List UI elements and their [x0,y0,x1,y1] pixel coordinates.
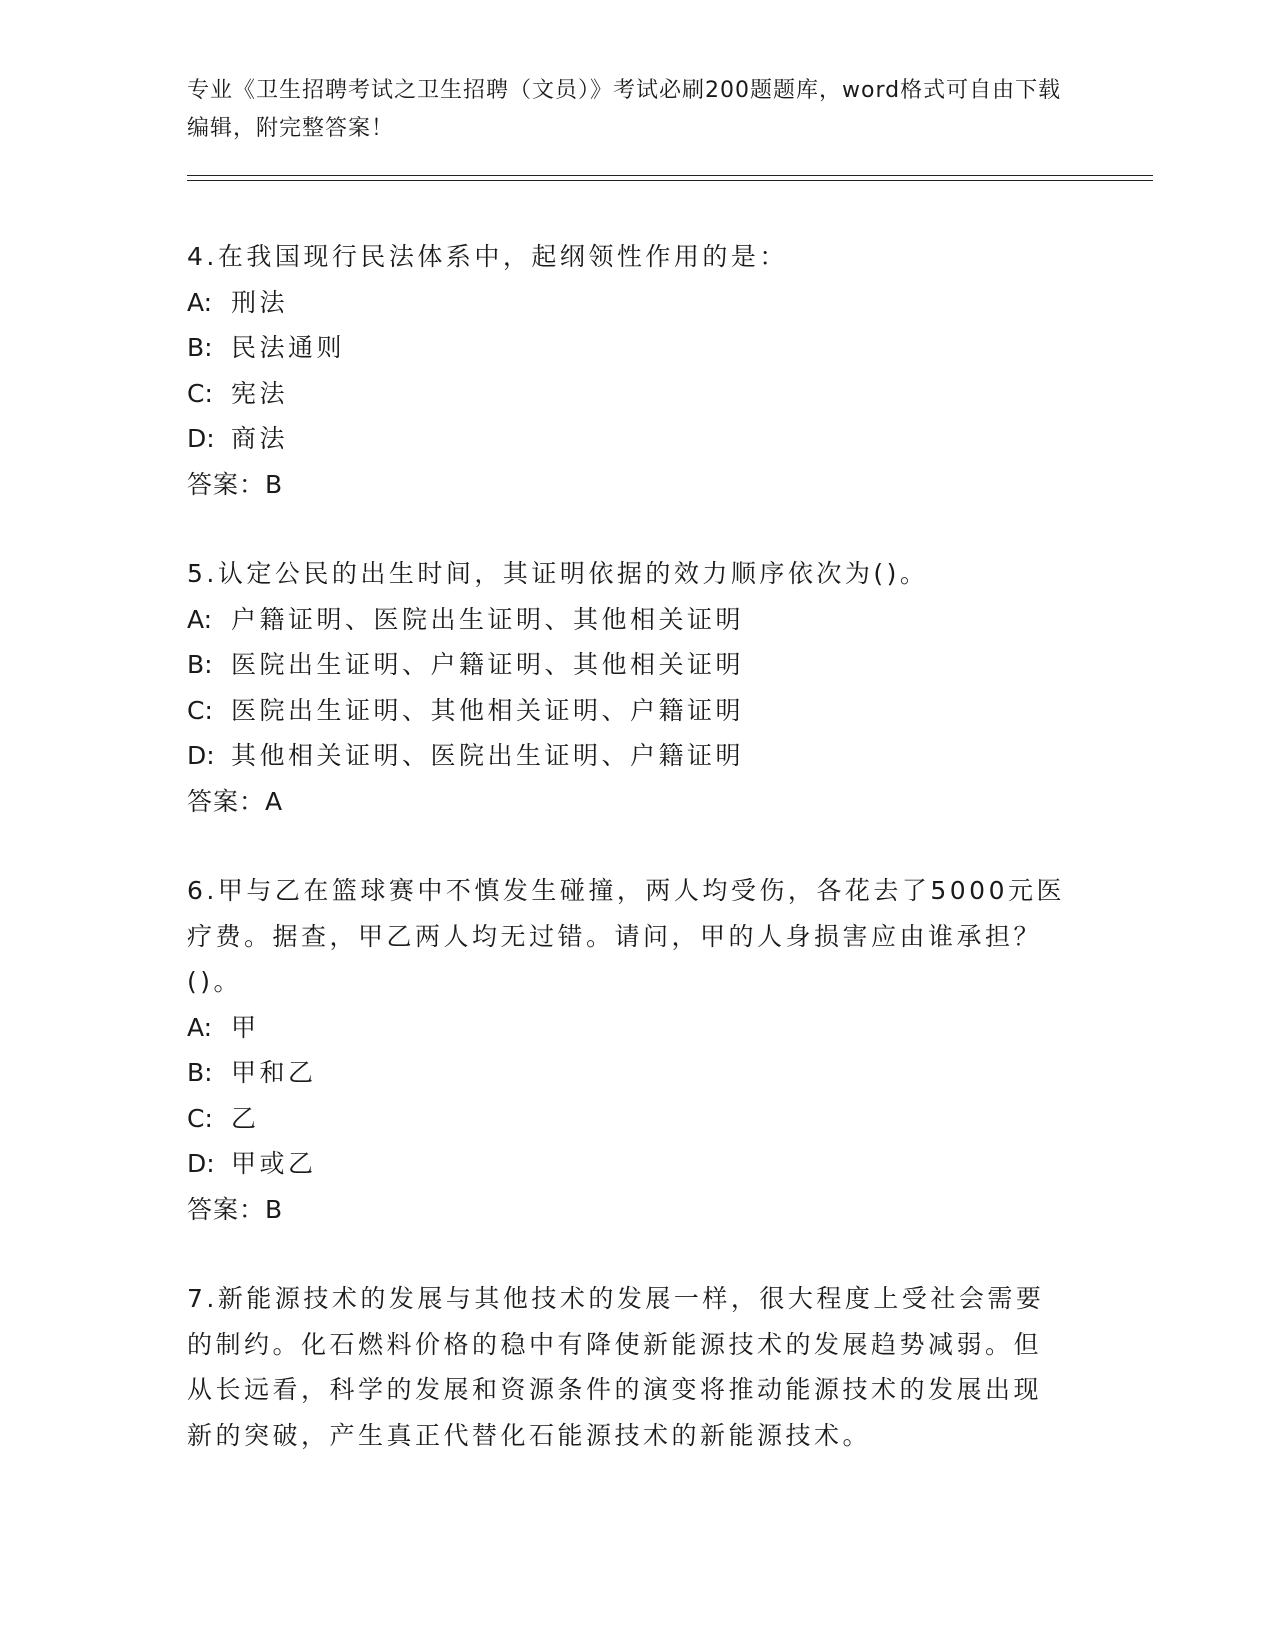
option-text: 甲 [231,1012,260,1042]
question-list [187,234,1067,1502]
option-letter: D: [187,741,215,770]
option-text: 刑法 [231,287,289,317]
option-text: 医院出生证明、户籍证明、其他相关证明 [231,650,745,679]
option-c [187,371,1067,417]
option-text: 宪法 [231,378,289,408]
question-4 [187,234,1067,507]
question-stem: 4.在我国现行民法体系中，起纲领性作用的是： [187,242,788,271]
option-a [187,597,1067,643]
answer-line: 答案：B [187,469,284,499]
option-letter: C: [187,1103,213,1133]
option-a [187,280,1067,326]
option-d [187,733,1067,779]
document-header: 专业《卫生招聘考试之卫生招聘（文员）》考试必刷200题题库，word格式可自由下载编辑，附完整答案！ [187,78,1062,141]
passage-text: 7.新能源技术的发展与其他技术的发展一样，很大程度上受社会需要的制约。化石燃料价格的稳中有降使新能源技术的发展趋势减弱。但从长远看，科学的发展和资源条件的演变将推动能源技术的发展出现新的突破，产生真正代替化石能源技术的新能源技术。 [187,1284,1045,1450]
option-text: 商法 [231,424,289,453]
question-7 [187,1276,1067,1458]
option-c [187,1096,1067,1142]
option-a [187,1005,1067,1051]
answer-line: 答案：B [187,1194,284,1224]
header-divider-bottom [187,180,1153,181]
question-stem: 6.甲与乙在篮球赛中不慎发生碰撞，两人均受伤，各花去了5000元医疗费。据查，甲乙两人均无过错。请问，甲的人身损害应由谁承担？()。 [187,876,1065,996]
option-b [187,325,1067,371]
option-letter: D: [187,424,215,453]
option-d [187,1141,1067,1187]
option-b [187,1050,1067,1096]
question-stem: 5.认定公民的出生时间，其证明依据的效力顺序依次为()。 [187,559,929,588]
option-letter: D: [187,1149,215,1178]
option-text: 甲和乙 [231,1058,317,1087]
question-6 [187,868,1067,1232]
option-text: 户籍证明、医院出生证明、其他相关证明 [231,604,745,634]
option-text: 医院出生证明、其他相关证明、户籍证明 [231,695,745,725]
option-letter: C: [187,695,213,725]
option-letter: A: [187,604,213,634]
option-letter: C: [187,378,213,408]
option-text: 民法通则 [231,333,346,362]
option-letter: B: [187,1058,213,1087]
option-letter: A: [187,287,213,317]
header-divider-top [187,175,1153,176]
option-letter: B: [187,650,213,679]
answer-line: 答案：A [187,786,284,816]
option-d [187,416,1067,462]
option-text: 乙 [231,1103,260,1133]
option-letter: A: [187,1012,213,1042]
option-text: 其他相关证明、医院出生证明、户籍证明 [231,741,745,770]
option-text: 甲或乙 [231,1149,317,1178]
option-letter: B: [187,333,213,362]
option-b [187,642,1067,688]
option-c [187,688,1067,734]
question-5 [187,551,1067,824]
